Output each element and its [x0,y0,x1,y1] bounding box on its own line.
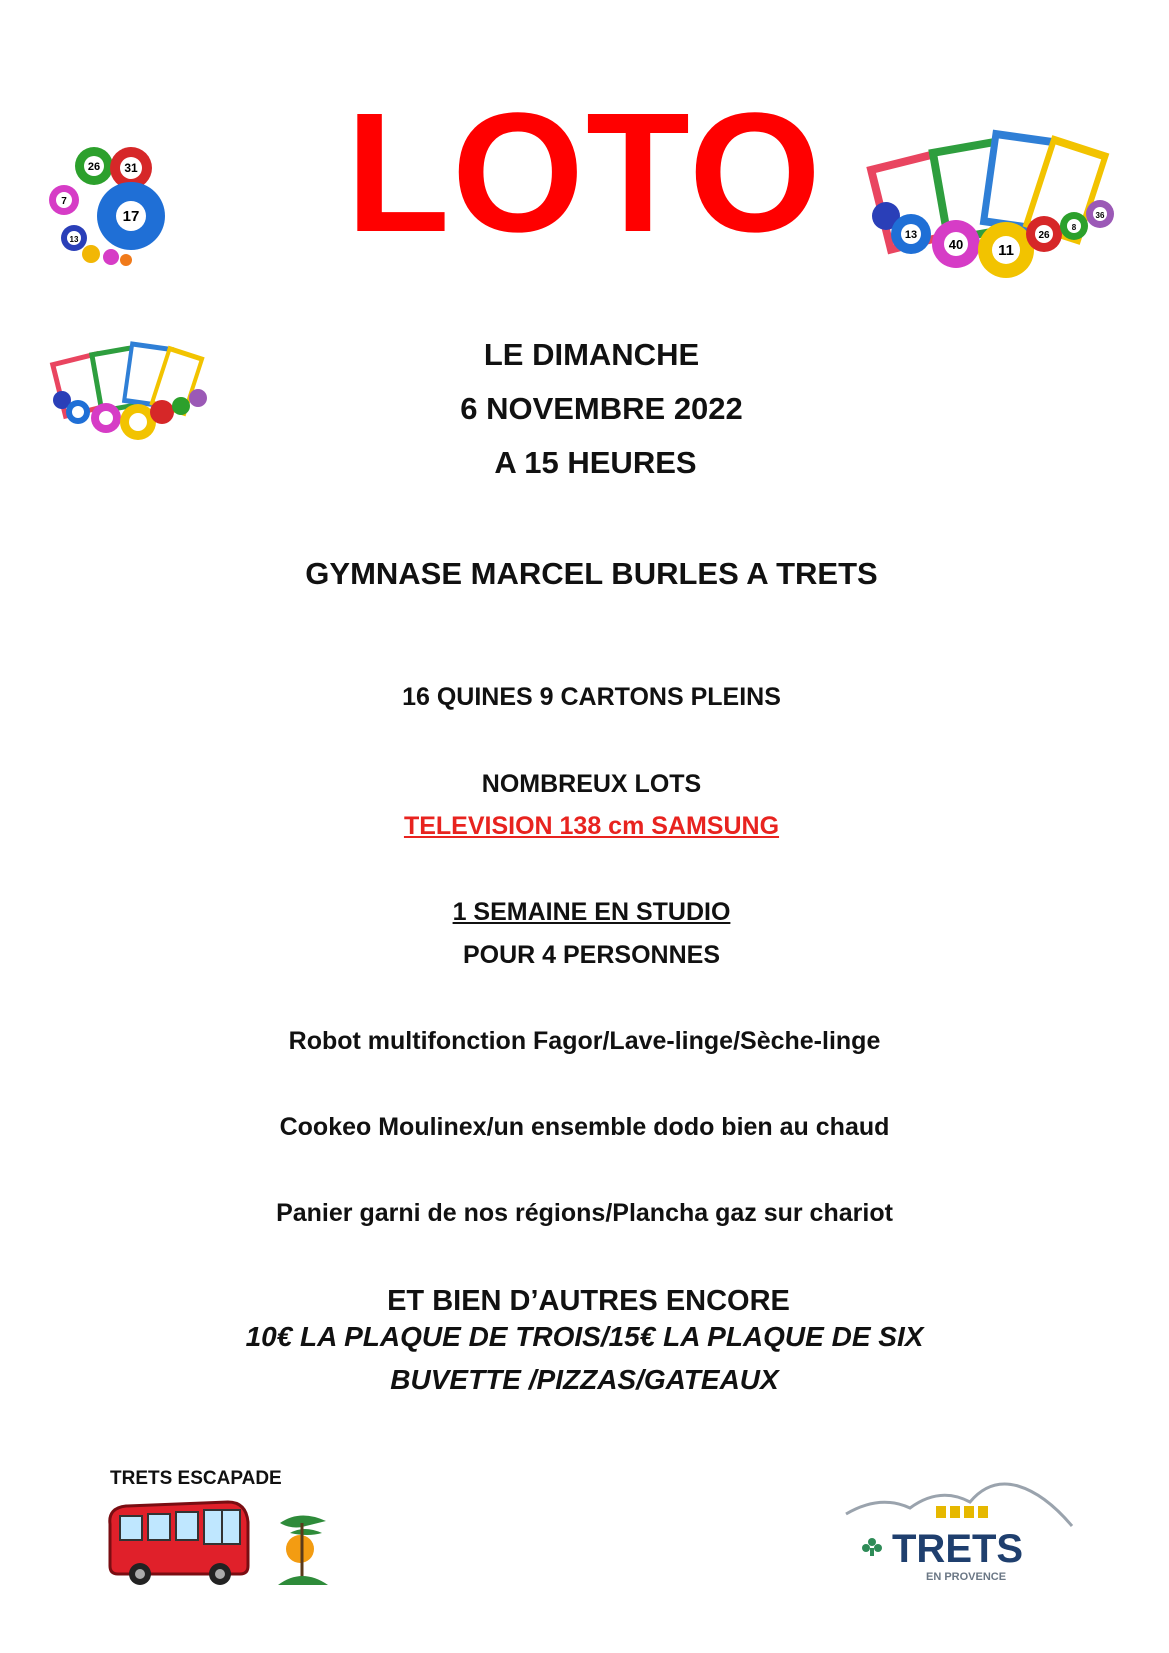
prize-line-cookeo: Cookeo Moulinex/un ensemble dodo bien au chaud [279,1113,890,1141]
trets-logo [840,1472,1080,1602]
prize-line-robot: Robot multifonction Fagor/Lave-linge/Sèche-linge [288,1027,881,1055]
date-line-time: A 15 HEURES [494,445,697,480]
escapade-label: TRETS ESCAPADE [110,1468,282,1489]
venue: GYMNASE MARCEL BURLES A TRETS [305,556,878,591]
prizes-heading: NOMBREUX LOTS [481,770,702,798]
prize-tv: TELEVISION 138 cm SAMSUNG [403,812,780,840]
buvette-info: BUVETTE /PIZZAS/GATEAUX [390,1364,779,1395]
trets-name: TRETS [892,1527,1024,1571]
svg-text:7: 7 [61,196,67,207]
svg-text:36: 36 [1095,211,1105,220]
date-line-date: 6 NOVEMBRE 2022 [460,391,743,426]
svg-text:13: 13 [904,229,918,241]
svg-text:8: 8 [1071,223,1077,232]
trets-sub: EN PROVENCE [926,1571,1007,1583]
prize-studio-line1: 1 SEMAINE EN STUDIO [452,898,731,926]
svg-text:31: 31 [124,161,138,175]
price-info: 10€ LA PLAQUE DE TROIS/15€ LA PLAQUE DE SIX [245,1321,924,1352]
prize-studio-line2: POUR 4 PERSONNES [462,941,720,969]
prize-line-panier: Panier garni de nos régions/Plancha gaz sur chariot [276,1199,893,1227]
svg-text:11: 11 [998,242,1014,259]
svg-text:13: 13 [69,235,79,244]
bus-icon [104,1494,254,1590]
svg-text:26: 26 [1038,230,1050,241]
games-info: 16 QUINES 9 CARTONS PLEINS [402,683,781,711]
svg-text:26: 26 [87,161,101,173]
svg-text:40: 40 [948,237,964,252]
date-line-day: LE DIMANCHE [483,337,700,372]
bingo-cards-icon [866,126,1116,304]
more-prizes: ET BIEN D’AUTRES ENCORE [387,1285,790,1317]
bingo-balls-icon [44,140,174,270]
svg-text:17: 17 [122,208,140,225]
tree-sun-icon [270,1505,334,1595]
poster-title: LOTO [345,78,824,268]
